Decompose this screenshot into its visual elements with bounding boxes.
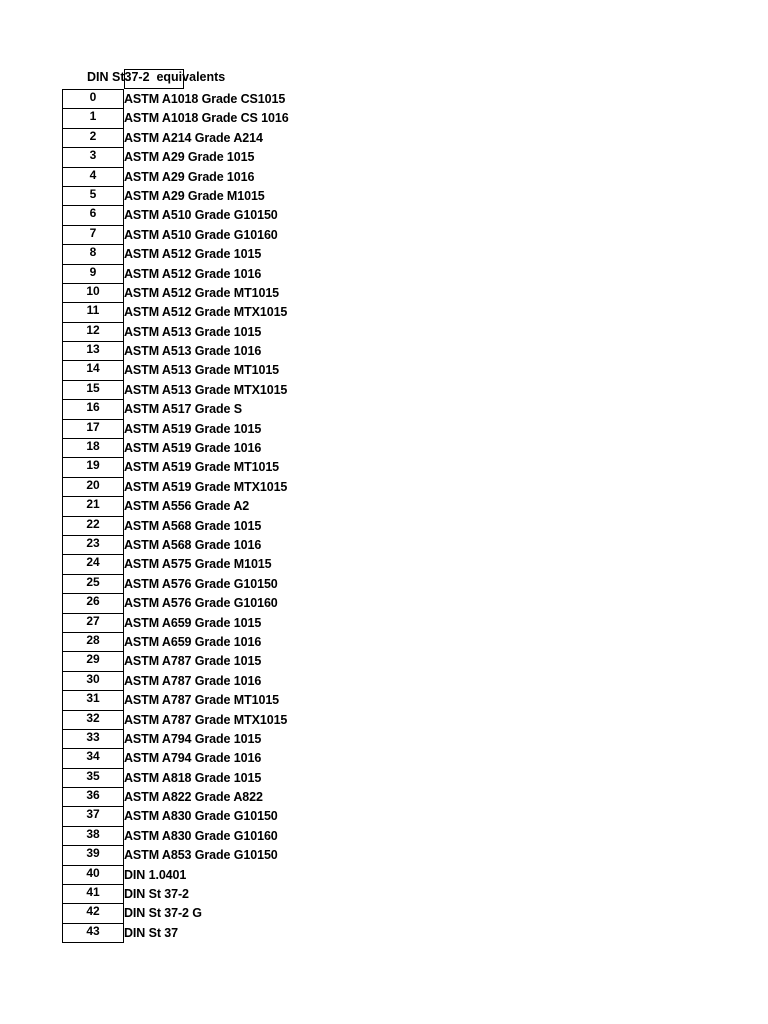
table-row	[62, 186, 362, 205]
table-row	[62, 302, 362, 321]
table-row	[62, 457, 362, 476]
equivalent-grade-cell[interactable]: ASTM A568 Grade 1015	[124, 518, 262, 533]
equivalent-grade-cell[interactable]: ASTM A575 Grade M1015	[124, 557, 272, 572]
row-index-cell[interactable]: 40	[62, 865, 124, 885]
table-row	[62, 806, 362, 825]
row-index-cell[interactable]: 21	[62, 496, 124, 516]
equivalent-grade-cell[interactable]: ASTM A510 Grade G10150	[124, 208, 278, 223]
table-row	[62, 108, 362, 127]
table-row	[62, 729, 362, 748]
equivalent-grade-cell[interactable]: ASTM A659 Grade 1016	[124, 634, 262, 649]
row-index-cell[interactable]: 19	[62, 457, 124, 477]
row-index-cell[interactable]: 26	[62, 593, 124, 613]
row-index-cell[interactable]: 4	[62, 167, 124, 187]
table-row	[62, 903, 362, 922]
equivalent-grade-cell[interactable]: ASTM A512 Grade MTX1015	[124, 305, 288, 320]
row-index-cell[interactable]: 9	[62, 264, 124, 284]
equivalent-grade-cell[interactable]: DIN St 37-2 G	[124, 906, 202, 921]
equivalent-grade-cell[interactable]: ASTM A29 Grade 1016	[124, 169, 255, 184]
equivalent-grade-cell[interactable]: ASTM A576 Grade G10160	[124, 596, 278, 611]
table-row	[62, 205, 362, 224]
equivalents-list	[62, 89, 362, 942]
table-row	[62, 554, 362, 573]
table-row	[62, 574, 362, 593]
equivalent-grade-cell[interactable]: ASTM A568 Grade 1016	[124, 537, 262, 552]
equivalent-grade-cell[interactable]: ASTM A519 Grade MT1015	[124, 460, 280, 475]
equivalent-grade-cell[interactable]: ASTM A29 Grade M1015	[124, 188, 265, 203]
table-row	[62, 147, 362, 166]
table-row	[62, 651, 362, 670]
equivalent-grade-cell[interactable]: ASTM A513 Grade MTX1015	[124, 382, 288, 397]
row-index-cell[interactable]: 34	[62, 748, 124, 768]
table-row	[62, 593, 362, 612]
table-row	[62, 360, 362, 379]
equivalent-grade-cell[interactable]: ASTM A512 Grade 1015	[124, 247, 262, 262]
row-index-cell[interactable]: 1	[62, 108, 124, 128]
table-row	[62, 845, 362, 864]
equivalent-grade-cell[interactable]: ASTM A513 Grade MT1015	[124, 363, 280, 378]
table-row	[62, 826, 362, 845]
equivalent-grade-cell[interactable]: ASTM A794 Grade 1016	[124, 751, 262, 766]
table-row	[62, 535, 362, 554]
row-index-cell[interactable]: 42	[62, 903, 124, 923]
table-row	[62, 167, 362, 186]
equivalent-grade-cell[interactable]: ASTM A1018 Grade CS 1016	[124, 111, 289, 126]
equivalent-grade-cell[interactable]: ASTM A794 Grade 1015	[124, 731, 262, 746]
equivalent-grade-cell[interactable]: ASTM A519 Grade MTX1015	[124, 479, 288, 494]
table-row	[62, 613, 362, 632]
table-row	[62, 923, 362, 942]
row-index-cell[interactable]: 15	[62, 380, 124, 400]
equivalent-grade-cell[interactable]: ASTM A853 Grade G10150	[124, 848, 278, 863]
equivalent-grade-cell[interactable]: ASTM A512 Grade MT1015	[124, 285, 280, 300]
table-row	[62, 768, 362, 787]
row-index-cell[interactable]: 16	[62, 399, 124, 419]
table-row	[62, 225, 362, 244]
row-index-cell[interactable]: 37	[62, 806, 124, 826]
row-index-cell[interactable]: 43	[62, 923, 124, 943]
table-row	[62, 748, 362, 767]
table-row	[62, 264, 362, 283]
equivalent-grade-cell[interactable]: ASTM A787 Grade MTX1015	[124, 712, 288, 727]
table-row	[62, 380, 362, 399]
equivalent-grade-cell[interactable]: ASTM A787 Grade MT1015	[124, 693, 280, 708]
row-index-cell[interactable]: 13	[62, 341, 124, 361]
equivalent-grade-cell[interactable]: ASTM A830 Grade G10150	[124, 809, 278, 824]
row-index-cell[interactable]: 12	[62, 322, 124, 342]
row-index-cell[interactable]: 29	[62, 651, 124, 671]
row-index-cell[interactable]: 10	[62, 283, 124, 303]
row-index-cell[interactable]: 35	[62, 768, 124, 788]
table-row	[62, 632, 362, 651]
table-row	[62, 865, 362, 884]
row-index-cell[interactable]: 27	[62, 613, 124, 633]
table-row	[62, 496, 362, 515]
equivalent-grade-cell[interactable]: ASTM A659 Grade 1015	[124, 615, 262, 630]
table-row	[62, 671, 362, 690]
row-index-cell[interactable]: 24	[62, 554, 124, 574]
table-row	[62, 419, 362, 438]
equivalent-grade-cell[interactable]: DIN 1.0401	[124, 867, 187, 882]
row-index-cell[interactable]: 5	[62, 186, 124, 206]
table-row	[62, 244, 362, 263]
equivalent-grade-cell[interactable]: ASTM A29 Grade 1015	[124, 150, 255, 165]
row-index-cell[interactable]: 20	[62, 477, 124, 497]
equivalent-grade-cell[interactable]: ASTM A830 Grade G10160	[124, 828, 278, 843]
table-row	[62, 516, 362, 535]
sheet-title: DIN St37-2 equivalents	[87, 70, 226, 84]
row-index-cell[interactable]: 28	[62, 632, 124, 652]
row-index-cell[interactable]: 8	[62, 244, 124, 264]
row-index-cell[interactable]: 7	[62, 225, 124, 245]
equivalent-grade-cell[interactable]: ASTM A519 Grade 1016	[124, 441, 262, 456]
equivalent-grade-cell[interactable]: ASTM A517 Grade S	[124, 402, 243, 417]
table-row	[62, 438, 362, 457]
row-index-cell[interactable]: 17	[62, 419, 124, 439]
equivalent-grade-cell[interactable]: ASTM A519 Grade 1015	[124, 421, 262, 436]
row-index-cell[interactable]: 33	[62, 729, 124, 749]
equivalent-grade-cell[interactable]: ASTM A818 Grade 1015	[124, 770, 262, 785]
table-row	[62, 787, 362, 806]
row-index-cell[interactable]: 3	[62, 147, 124, 167]
table-row	[62, 341, 362, 360]
row-index-cell[interactable]: 14	[62, 360, 124, 380]
table-row	[62, 322, 362, 341]
equivalent-grade-cell[interactable]: DIN St 37	[124, 925, 178, 940]
equivalent-grade-cell[interactable]: ASTM A214 Grade A214	[124, 130, 263, 145]
table-row	[62, 283, 362, 302]
equivalent-grade-cell[interactable]: ASTM A513 Grade 1016	[124, 344, 262, 359]
table-row	[62, 477, 362, 496]
equivalent-grade-cell[interactable]: ASTM A787 Grade 1016	[124, 673, 262, 688]
row-index-cell[interactable]: 11	[62, 302, 124, 322]
row-index-cell[interactable]: 23	[62, 535, 124, 555]
row-index-cell[interactable]: 38	[62, 826, 124, 846]
equivalent-grade-cell[interactable]: ASTM A1018 Grade CS1015	[124, 92, 286, 106]
row-index-cell[interactable]: 25	[62, 574, 124, 594]
table-row	[62, 884, 362, 903]
row-index-cell[interactable]: 22	[62, 516, 124, 536]
equivalent-grade-cell[interactable]: ASTM A822 Grade A822	[124, 790, 263, 805]
equivalent-grade-cell[interactable]: ASTM A576 Grade G10150	[124, 576, 278, 591]
equivalent-grade-cell[interactable]: ASTM A512 Grade 1016	[124, 266, 262, 281]
equivalent-grade-cell[interactable]: ASTM A510 Grade G10160	[124, 227, 278, 242]
table-row	[62, 89, 362, 108]
row-index-cell[interactable]: 6	[62, 205, 124, 225]
row-index-cell[interactable]: 30	[62, 671, 124, 691]
row-index-cell[interactable]: 18	[62, 438, 124, 458]
row-index-cell[interactable]: 31	[62, 690, 124, 710]
table-row	[62, 710, 362, 729]
table-row	[62, 399, 362, 418]
row-index-cell[interactable]: 32	[62, 710, 124, 730]
row-index-cell[interactable]: 41	[62, 884, 124, 904]
table-row	[62, 128, 362, 147]
equivalent-grade-cell[interactable]: DIN St 37-2	[124, 887, 189, 902]
equivalent-grade-cell[interactable]: ASTM A513 Grade 1015	[124, 324, 262, 339]
equivalent-grade-cell[interactable]: ASTM A556 Grade A2	[124, 499, 250, 514]
table-row	[62, 690, 362, 709]
row-index-cell[interactable]: 2	[62, 128, 124, 148]
equivalent-grade-cell[interactable]: ASTM A787 Grade 1015	[124, 654, 262, 669]
row-index-cell[interactable]: 39	[62, 845, 124, 865]
row-index-cell[interactable]: 36	[62, 787, 124, 807]
row-index-cell[interactable]: 0	[62, 89, 124, 109]
